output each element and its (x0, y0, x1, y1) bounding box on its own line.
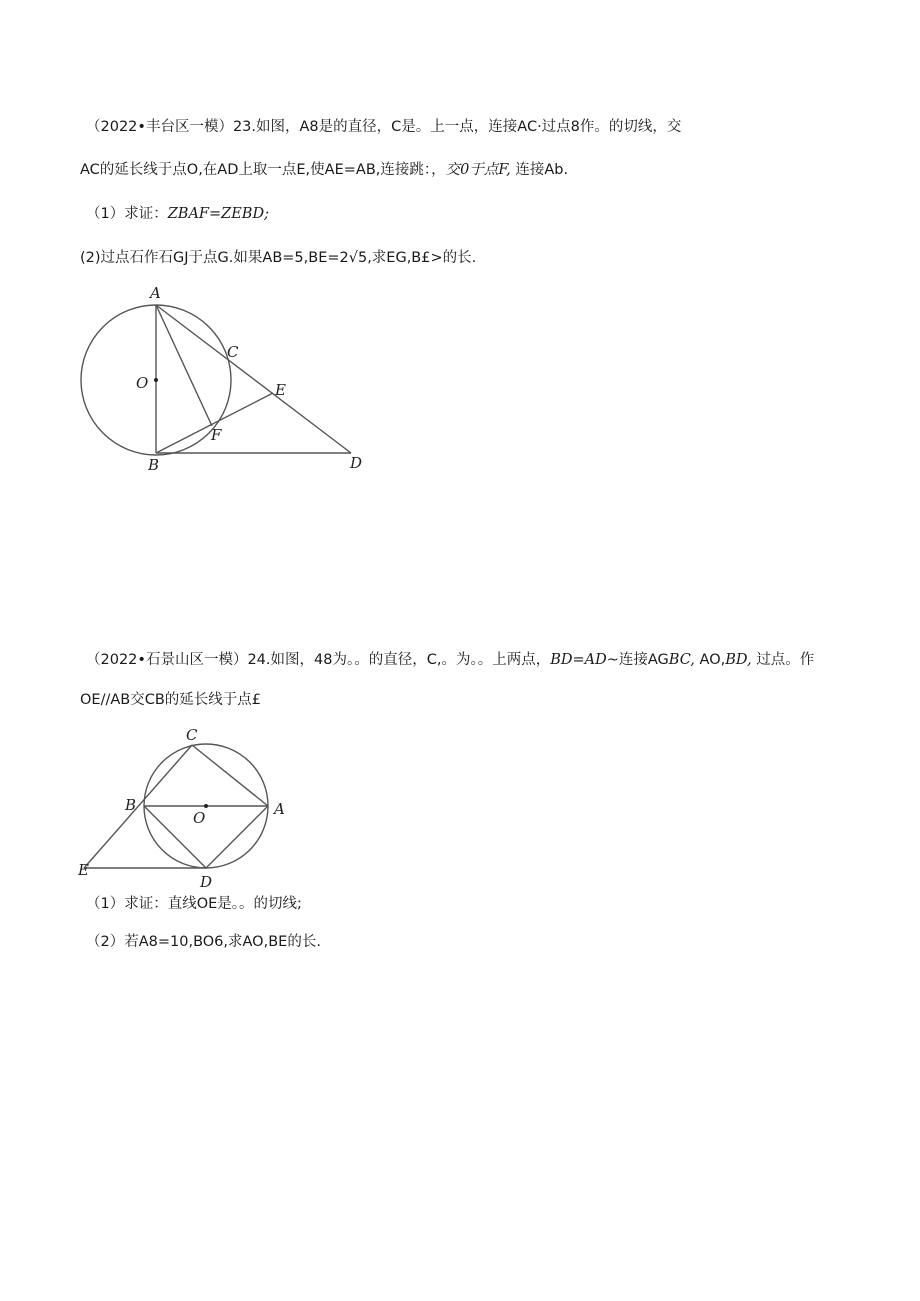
p23-label-F: F (211, 426, 222, 444)
problem24-question1: （1）求证：直线OE是。。的切线; (86, 896, 302, 912)
problem24-question2: （2）若A8=10,BO6,求AO,BE的长. (86, 934, 321, 950)
problem23-line2 (80, 160, 568, 180)
p23-label-O: O (136, 374, 149, 392)
problem24-line2: OE//AB交CB的延长线于点£ (80, 692, 262, 708)
problem24-line1-e: AO, (694, 652, 726, 668)
p23-line-BE (156, 393, 273, 453)
p24-center-dot (204, 804, 208, 808)
p24-line-DA (206, 806, 268, 868)
problem24-line1-a: （2022•石景山区一模）24.如图，48为。。的直径，C,。为。。上两点， (86, 652, 551, 668)
p23-label-A: A (150, 284, 161, 302)
problem24-line1-d: BC, (668, 652, 695, 668)
p23-label-C: C (227, 343, 239, 361)
p24-label-D: D (200, 873, 213, 891)
problem24-line1-b: BD=AD (550, 652, 607, 668)
p23-line-AF (156, 305, 212, 426)
p24-label-B: B (125, 796, 137, 814)
p23-center-dot (154, 378, 158, 382)
problem23-q1-formula: ZBAF=ZEBD; (167, 206, 269, 222)
p24-label-E: E (78, 861, 89, 879)
p23-label-E: E (275, 381, 286, 399)
problem23-line2-a: AC的延长线于点O,在AD上取一点E,使AE=AB,连接跳：， (80, 162, 446, 178)
problem24-line1-c: ~连接AG (606, 652, 669, 668)
problem24-line1-g: 过点。作 (751, 652, 815, 668)
p23-label-B: B (148, 456, 160, 474)
p24-label-O: O (193, 809, 206, 827)
problem23-figure (70, 280, 380, 480)
p23-line-AD (156, 305, 351, 453)
p23-label-D: D (350, 454, 363, 472)
problem23-line1: （2022•丰台区一模）23.如图，A8是的直径，C是。上一点，连接AC·过点8作。的切线，交 (86, 119, 682, 135)
p24-label-C: C (186, 726, 198, 744)
p24-line-CA (192, 745, 268, 806)
problem23-line2-c: 连接Ab. (510, 162, 569, 178)
problem23-question1 (86, 204, 269, 224)
p24-label-A: A (274, 800, 285, 818)
problem24-line1 (86, 650, 814, 670)
problem24-figure (70, 725, 300, 895)
problem24-line1-f: BD, (725, 652, 752, 668)
problem23-q1-prefix: （1）求证： (86, 206, 168, 222)
problem23-line2-b: 交0于点F, (445, 162, 511, 178)
problem23-question2: (2)过点石作石GJ于点G.如果AB=5,BE=2√5,求EG,B£>的长. (80, 250, 477, 266)
